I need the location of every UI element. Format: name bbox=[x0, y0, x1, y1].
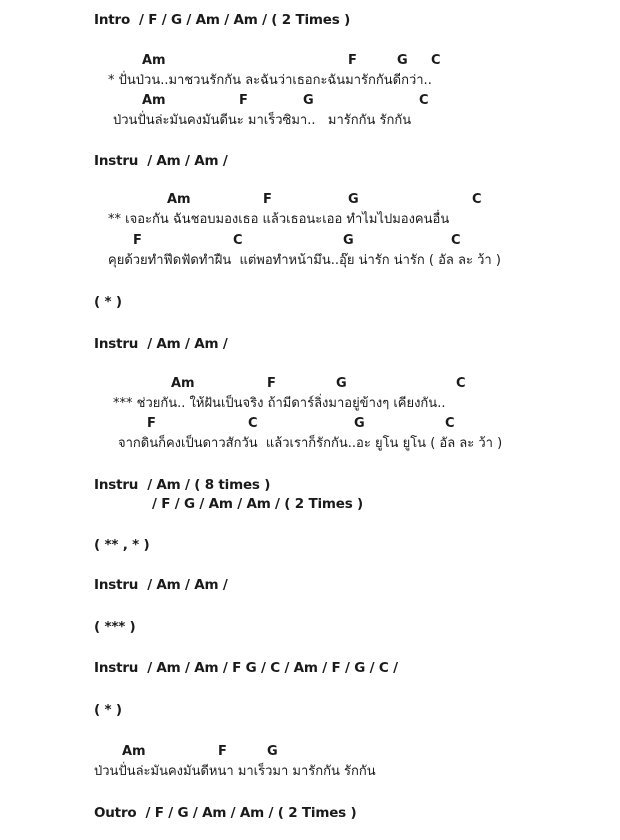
lyric-line: ป่วนปั่นล่ะมันคงมันดีนะ มาเร็วซิมา.. มารักกัน รักกัน bbox=[113, 113, 412, 128]
chord: G bbox=[336, 376, 347, 391]
chord: F bbox=[239, 93, 248, 108]
chord: G bbox=[354, 416, 365, 431]
chord: C bbox=[451, 233, 461, 248]
lyric-line: จากดินก็คงเป็นดาวสักวัน แล้วเราก็รักกัน..อะ ยูโน ยูโน ( อัล ละ ว้า ) bbox=[118, 436, 503, 451]
lyric-line: คุยด้วยทำฟึดฟัดทำฝืน แต่พอทำหน้ามึน..อุ๊ย น่ารัก น่ารัก ( อัล ละ ว้า ) bbox=[108, 253, 501, 268]
chord: G bbox=[267, 744, 278, 759]
chord: C bbox=[233, 233, 243, 248]
chord: G bbox=[397, 53, 408, 68]
instru-line: Instru / Am / Am / bbox=[94, 336, 228, 352]
instru-line: Instru / Am / Am / bbox=[94, 577, 228, 593]
lyric-line: ** เจอะกัน ฉันชอบมองเธอ แล้วเธอนะเออ ทำไมไปมองคนอื่น bbox=[108, 212, 450, 227]
chord: F bbox=[348, 53, 357, 68]
chord: C bbox=[472, 192, 482, 207]
instru-line: Instru / Am / Am / bbox=[94, 153, 228, 169]
chord: Am bbox=[142, 93, 166, 108]
outro-line: Outro / F / G / Am / Am / ( 2 Times ) bbox=[94, 805, 357, 821]
repeat-marker: ( * ) bbox=[94, 702, 122, 718]
chord: F bbox=[267, 376, 276, 391]
intro-line: Intro / F / G / Am / Am / ( 2 Times ) bbox=[94, 12, 351, 28]
chord: F bbox=[218, 744, 227, 759]
chord: G bbox=[303, 93, 314, 108]
chord: C bbox=[248, 416, 258, 431]
chord: Am bbox=[167, 192, 191, 207]
lyric-line: ป่วนปั่นล่ะมันคงมันดีหนา มาเร็วมา มารักกัน รักกัน bbox=[94, 764, 376, 779]
repeat-marker: ( * ) bbox=[94, 294, 122, 310]
chord: C bbox=[431, 53, 441, 68]
chord: F bbox=[263, 192, 272, 207]
instru-line: Instru / Am / ( 8 times ) bbox=[94, 477, 271, 493]
chord: F bbox=[133, 233, 142, 248]
instru-line: Instru / Am / Am / F G / C / Am / F / G / C / bbox=[94, 660, 398, 676]
chord: C bbox=[456, 376, 466, 391]
chord: G bbox=[348, 192, 359, 207]
repeat-marker: ( ** , * ) bbox=[94, 537, 150, 553]
chord: G bbox=[343, 233, 354, 248]
chord: Am bbox=[122, 744, 146, 759]
chord: F bbox=[147, 416, 156, 431]
chord: Am bbox=[171, 376, 195, 391]
chord: C bbox=[445, 416, 455, 431]
chord: C bbox=[419, 93, 429, 108]
instru-line-continued: / F / G / Am / Am / ( 2 Times ) bbox=[152, 496, 364, 512]
repeat-marker: ( *** ) bbox=[94, 619, 136, 635]
chord: Am bbox=[142, 53, 166, 68]
lyric-line: * ปั่นป่วน..มาชวนรักกัน ละฉันว่าเธอกะฉันมารักกันดีกว่า.. bbox=[108, 73, 432, 88]
lyric-line: *** ช่วยกัน.. ให้ฝันเป็นจริง ถ้ามีดาร์ลิ่งมาอยู่ข้างๆ เคียงกัน.. bbox=[113, 396, 446, 411]
